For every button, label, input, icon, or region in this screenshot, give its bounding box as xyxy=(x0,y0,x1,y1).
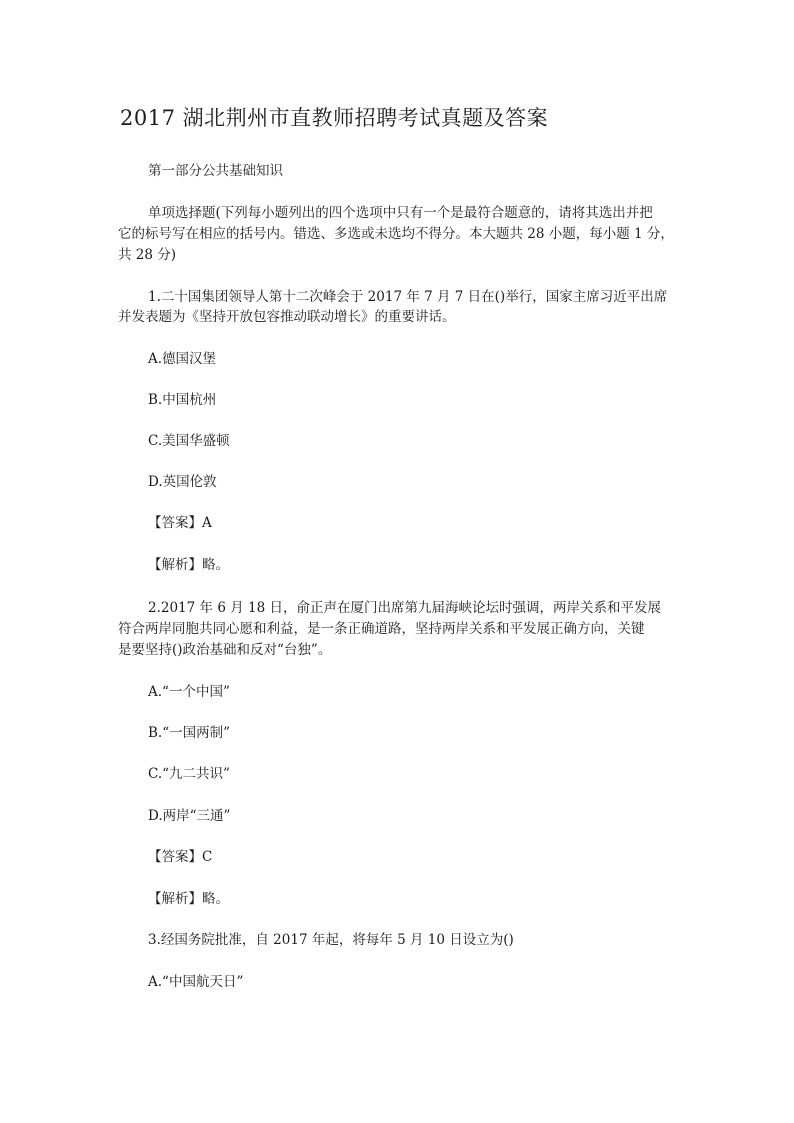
q1-stem-line-2: 并发表题为《坚持开放包容推动联动增长》的重要讲话。 xyxy=(118,309,456,325)
q2-analysis: 【解析】略。 xyxy=(148,891,229,907)
q1-answer: 【答案】A xyxy=(148,515,212,531)
section-heading: 第一部分公共基础知识 xyxy=(148,163,283,179)
q2-option-a: A.“一个中国” xyxy=(148,684,230,700)
q1-option-d: D.英国伦敦 xyxy=(148,474,217,490)
q1-option-b: B.中国杭州 xyxy=(148,392,217,408)
instructions-line-3: 共 28 分) xyxy=(118,247,177,263)
instructions-line-1: 单项选择题(下列每小题列出的四个选项中只有一个是最符合题意的，请将其选出并把 xyxy=(148,205,653,221)
instructions-line-2: 它的标号写在相应的括号内。错选、多选或未选均不得分。本大题共 28 小题，每小题 1 分， xyxy=(118,226,674,242)
document-title: 2017 湖北荆州市直教师招聘考试真题及答案 xyxy=(120,106,549,130)
q2-option-b: B.“一国两制” xyxy=(148,725,231,741)
q2-stem-line-2: 符合两岸同胞共同心愿和利益，是一条正确道路，坚持两岸关系和平发展正确方向，关键 xyxy=(118,621,645,637)
q1-option-c: C.美国华盛顿 xyxy=(148,433,230,449)
q1-option-a: A.德国汉堡 xyxy=(148,351,217,367)
q1-stem-line-1: 1.二十国集团领导人第十二次峰会于 2017 年 7 月 7 日在()举行，国家主席习近平出席 xyxy=(148,289,668,305)
q2-option-d: D.两岸“三通” xyxy=(148,808,231,824)
q1-analysis: 【解析】略。 xyxy=(148,557,229,573)
q2-stem-line-1: 2.2017 年 6 月 18 日，俞正声在厦门出席第九届海峡论坛时强调，两岸关系和平发展 xyxy=(148,600,661,616)
q3-stem-line-1: 3.经国务院批准，自 2017 年起，将每年 5 月 10 日设立为() xyxy=(148,932,514,948)
q2-option-c: C.“九二共识” xyxy=(148,766,230,782)
q2-answer: 【答案】C xyxy=(148,849,213,865)
q2-stem-line-3: 是要坚持()政治基础和反对“台独”。 xyxy=(118,642,332,658)
q3-option-a: A.“中国航天日” xyxy=(148,974,244,990)
